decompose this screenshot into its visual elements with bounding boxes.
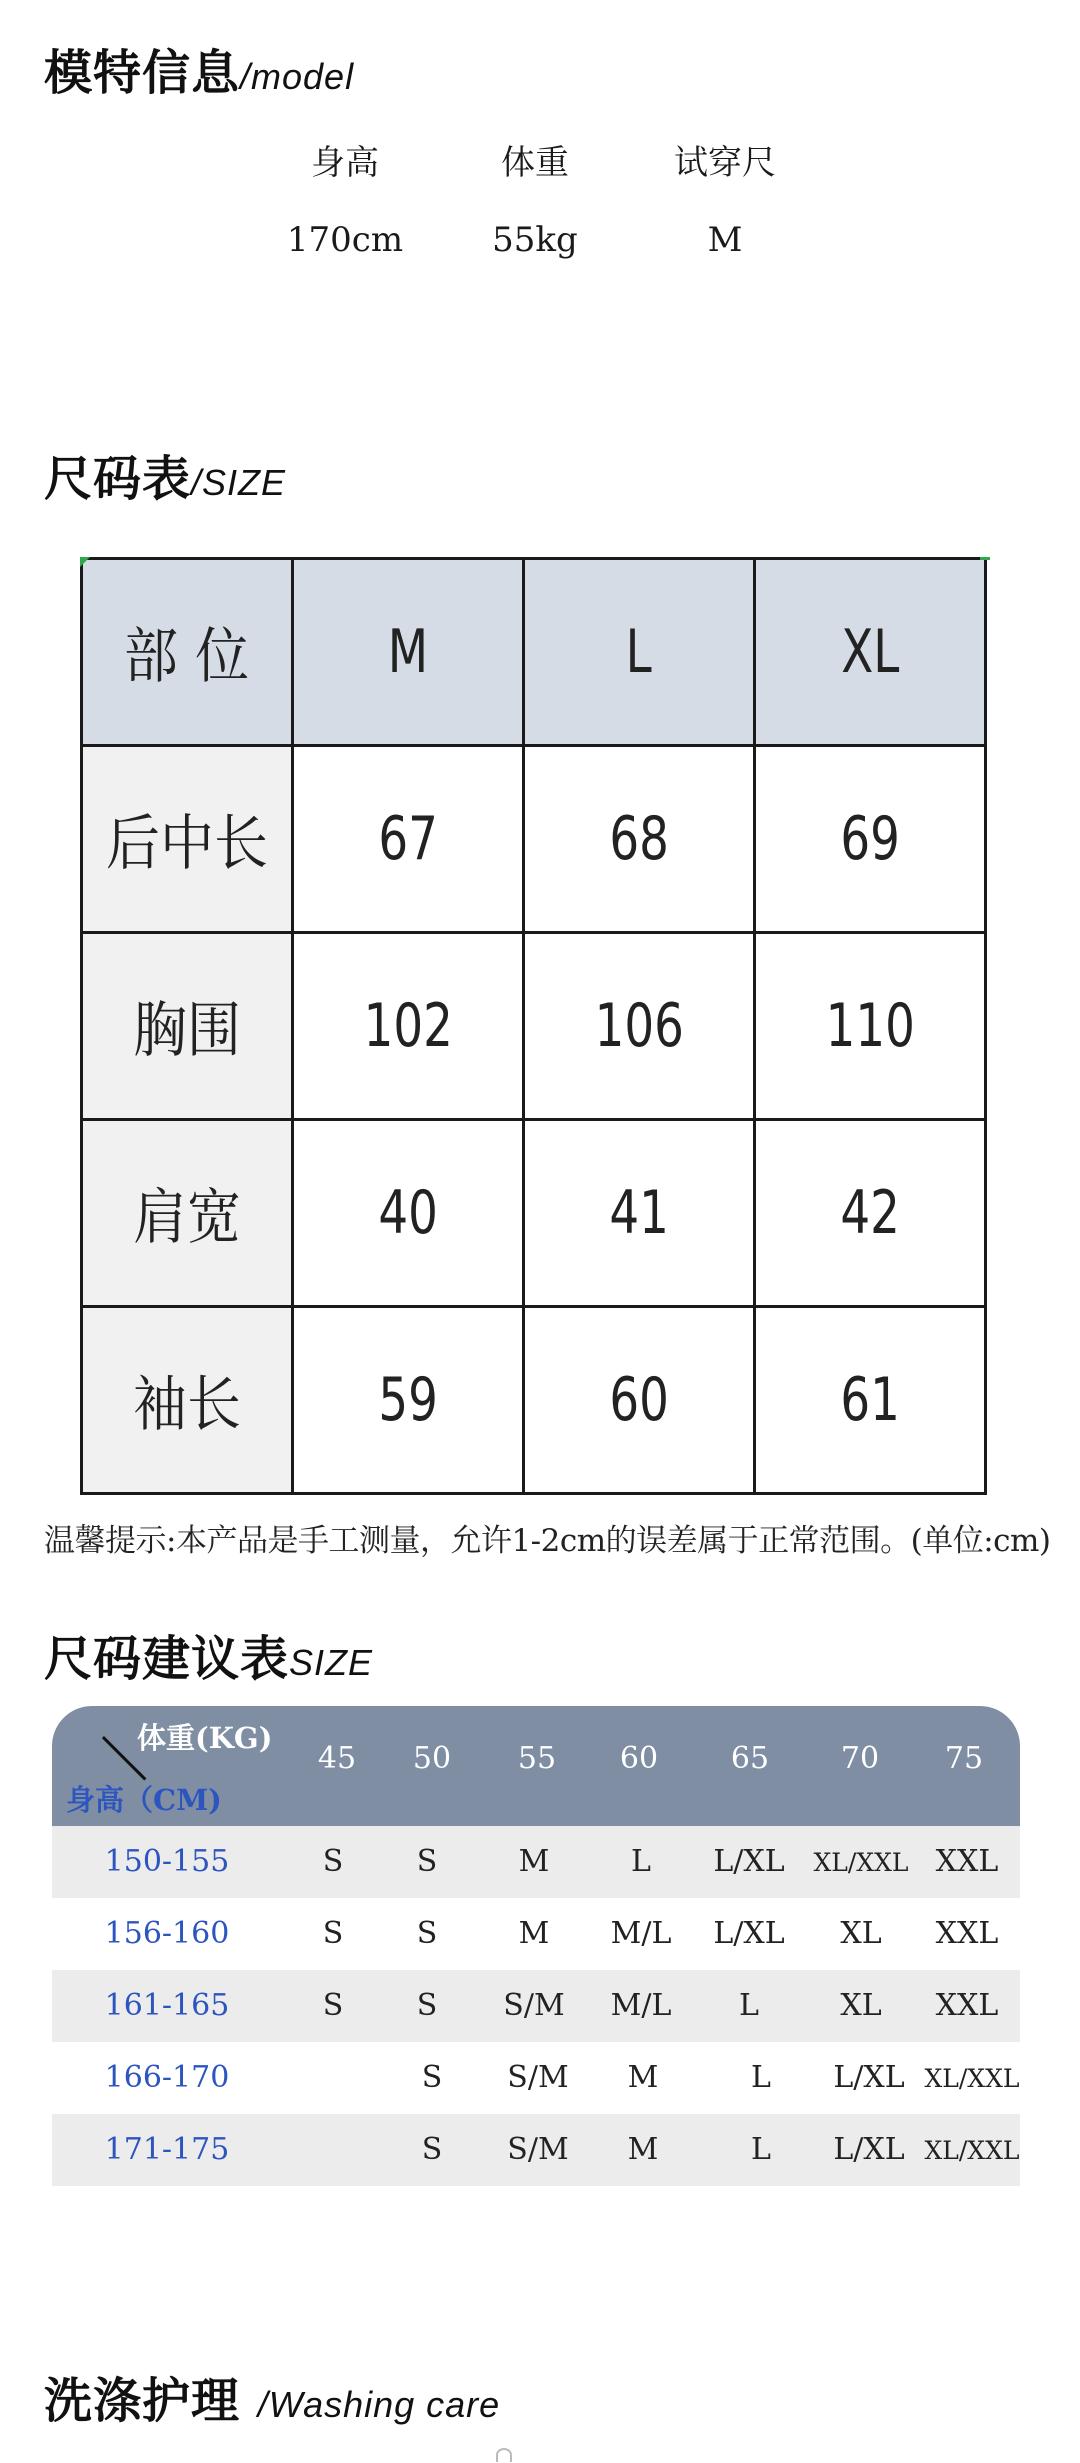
size-cell: S: [322, 1844, 344, 1879]
row-label: [82, 933, 293, 1120]
recommend-title: 尺码建议表: [44, 1631, 290, 1687]
size-cell: S/M: [507, 2132, 569, 2167]
row-label-text: 后中长: [106, 809, 268, 879]
weight-col: 45: [317, 1741, 357, 1776]
table-row: [82, 1307, 986, 1494]
size-cell: S/M: [507, 2060, 569, 2095]
model-header-weight: 体重: [501, 143, 569, 183]
size-cell: S: [322, 1916, 344, 1951]
weight-col: 55: [517, 1741, 557, 1776]
height-range: 150-155: [104, 1844, 230, 1879]
size-cell: L/XL: [713, 1844, 785, 1879]
cell-value: 41: [609, 1178, 669, 1248]
header-size-xl: XL: [840, 617, 900, 687]
size-cell: L/XL: [833, 2060, 905, 2095]
table-row: [82, 746, 986, 933]
row-label: [82, 1307, 293, 1494]
table-cell: [755, 933, 986, 1120]
measurement-tip: 温馨提示:本产品是手工测量，允许1-2cm的误差属于正常范围。(单位:cm): [44, 1523, 1051, 1559]
corner-marker: [980, 557, 990, 560]
model-value-weight: 55kg: [492, 220, 578, 260]
cell-value: 106: [594, 991, 684, 1061]
model-title-en: /model: [240, 56, 355, 97]
size-cell: S: [421, 2132, 443, 2167]
table-row: [52, 1898, 1020, 1970]
model-header-size: 试穿尺: [674, 143, 776, 183]
row-label: [82, 1120, 293, 1307]
size-cell: L: [751, 2132, 771, 2167]
size-cell: XL/XXL: [924, 2064, 1020, 2093]
size-chart-table: [80, 557, 987, 1495]
size-cell: L: [631, 1844, 651, 1879]
recommend-header: [52, 1706, 1020, 1826]
header-cell: [755, 559, 986, 746]
recommend-title-en: SIZE: [289, 1642, 374, 1683]
cell-value: 110: [825, 991, 915, 1061]
recommend-section-title: [44, 1620, 373, 1689]
size-cell: M/L: [610, 1916, 672, 1951]
table-cell: [293, 1120, 524, 1307]
size-cell: M: [518, 1916, 550, 1951]
height-range: 166-170: [104, 2060, 230, 2095]
table-row: [82, 1120, 986, 1307]
model-header-height: 身高: [311, 143, 379, 183]
size-cell: M/L: [610, 1988, 672, 2023]
model-value-size: M: [707, 220, 743, 260]
table-row: [82, 933, 986, 1120]
cell-value: 102: [363, 991, 453, 1061]
size-cell: S: [416, 1988, 438, 2023]
cell-value: 42: [840, 1178, 900, 1248]
row-label-text: 胸围: [133, 996, 241, 1066]
table-cell: [293, 1307, 524, 1494]
size-cell: L: [739, 1988, 759, 2023]
model-headers: [250, 135, 820, 184]
cell-value: 67: [378, 804, 438, 874]
washing-title: 洗涤护理: [44, 2373, 241, 2429]
row-label-text: 袖长: [133, 1370, 241, 1440]
row-label-text: 肩宽: [133, 1183, 241, 1253]
header-size-m: M: [387, 617, 429, 687]
cell-value: 69: [840, 804, 900, 874]
size-recommend-table: [52, 1706, 1020, 2186]
header-cell: [293, 559, 524, 746]
partial-icon: [496, 2448, 512, 2462]
table-row: [52, 1826, 1020, 1898]
table-cell: [524, 933, 755, 1120]
height-range: 161-165: [104, 1988, 230, 2023]
corner-marker: [80, 557, 90, 567]
cell-value: 61: [840, 1365, 900, 1435]
header-cell: [82, 559, 293, 746]
size-cell: XL/XXL: [813, 1848, 909, 1877]
weight-col: 75: [944, 1741, 984, 1776]
cell-value: 40: [378, 1178, 438, 1248]
size-cell: L/XL: [833, 2132, 905, 2167]
table-cell: [755, 746, 986, 933]
model-title: 模特信息: [44, 45, 241, 101]
table-cell: [755, 1120, 986, 1307]
table-cell: [524, 1307, 755, 1494]
model-section-title: [44, 34, 354, 103]
size-title: 尺码表: [44, 451, 192, 507]
weight-axis-label: 体重(KG): [137, 1721, 273, 1755]
size-cell: XL: [840, 1988, 882, 2023]
size-cell: XL/XXL: [924, 2136, 1020, 2165]
weight-col: 70: [840, 1741, 880, 1776]
size-cell: XXL: [935, 1844, 999, 1879]
size-cell: L: [751, 2060, 771, 2095]
size-cell: S: [416, 1916, 438, 1951]
size-cell: M: [627, 2132, 659, 2167]
cell-value: 60: [609, 1365, 669, 1435]
height-range: 156-160: [104, 1916, 230, 1951]
size-chart-header-row: [82, 559, 986, 746]
size-cell: S: [322, 1988, 344, 2023]
table-cell: [293, 933, 524, 1120]
table-row: [52, 1970, 1020, 2042]
table-cell: [755, 1307, 986, 1494]
washing-section-title: [44, 2362, 500, 2431]
size-cell: S/M: [503, 1988, 565, 2023]
model-values: [250, 220, 820, 260]
header-cell: [524, 559, 755, 746]
header-size-l: L: [625, 617, 653, 687]
table-row: [52, 2114, 1020, 2186]
size-cell: S: [421, 2060, 443, 2095]
size-cell: L/XL: [713, 1916, 785, 1951]
model-info: [250, 135, 820, 260]
size-cell: S: [416, 1844, 438, 1879]
cell-value: 59: [378, 1365, 438, 1435]
size-cell: M: [518, 1844, 550, 1879]
size-cell: XXL: [935, 1916, 999, 1951]
height-axis-label: 身高（CM): [66, 1783, 222, 1817]
table-cell: [293, 746, 524, 933]
header-part: 部 位: [124, 622, 250, 692]
table-row: [52, 2042, 1020, 2114]
size-cell: XXL: [935, 1988, 999, 2023]
weight-col: 50: [412, 1741, 452, 1776]
size-title-en: /SIZE: [191, 462, 287, 503]
row-label: [82, 746, 293, 933]
size-cell: M: [627, 2060, 659, 2095]
size-section-title: [44, 440, 286, 509]
table-cell: [524, 1120, 755, 1307]
model-value-height: 170cm: [286, 220, 404, 260]
size-cell: XL: [840, 1916, 882, 1951]
weight-col: 60: [619, 1741, 659, 1776]
weight-col: 65: [730, 1741, 770, 1776]
washing-title-en: /Washing care: [257, 2384, 501, 2425]
height-range: 171-175: [104, 2132, 230, 2167]
table-cell: [524, 746, 755, 933]
cell-value: 68: [609, 804, 669, 874]
